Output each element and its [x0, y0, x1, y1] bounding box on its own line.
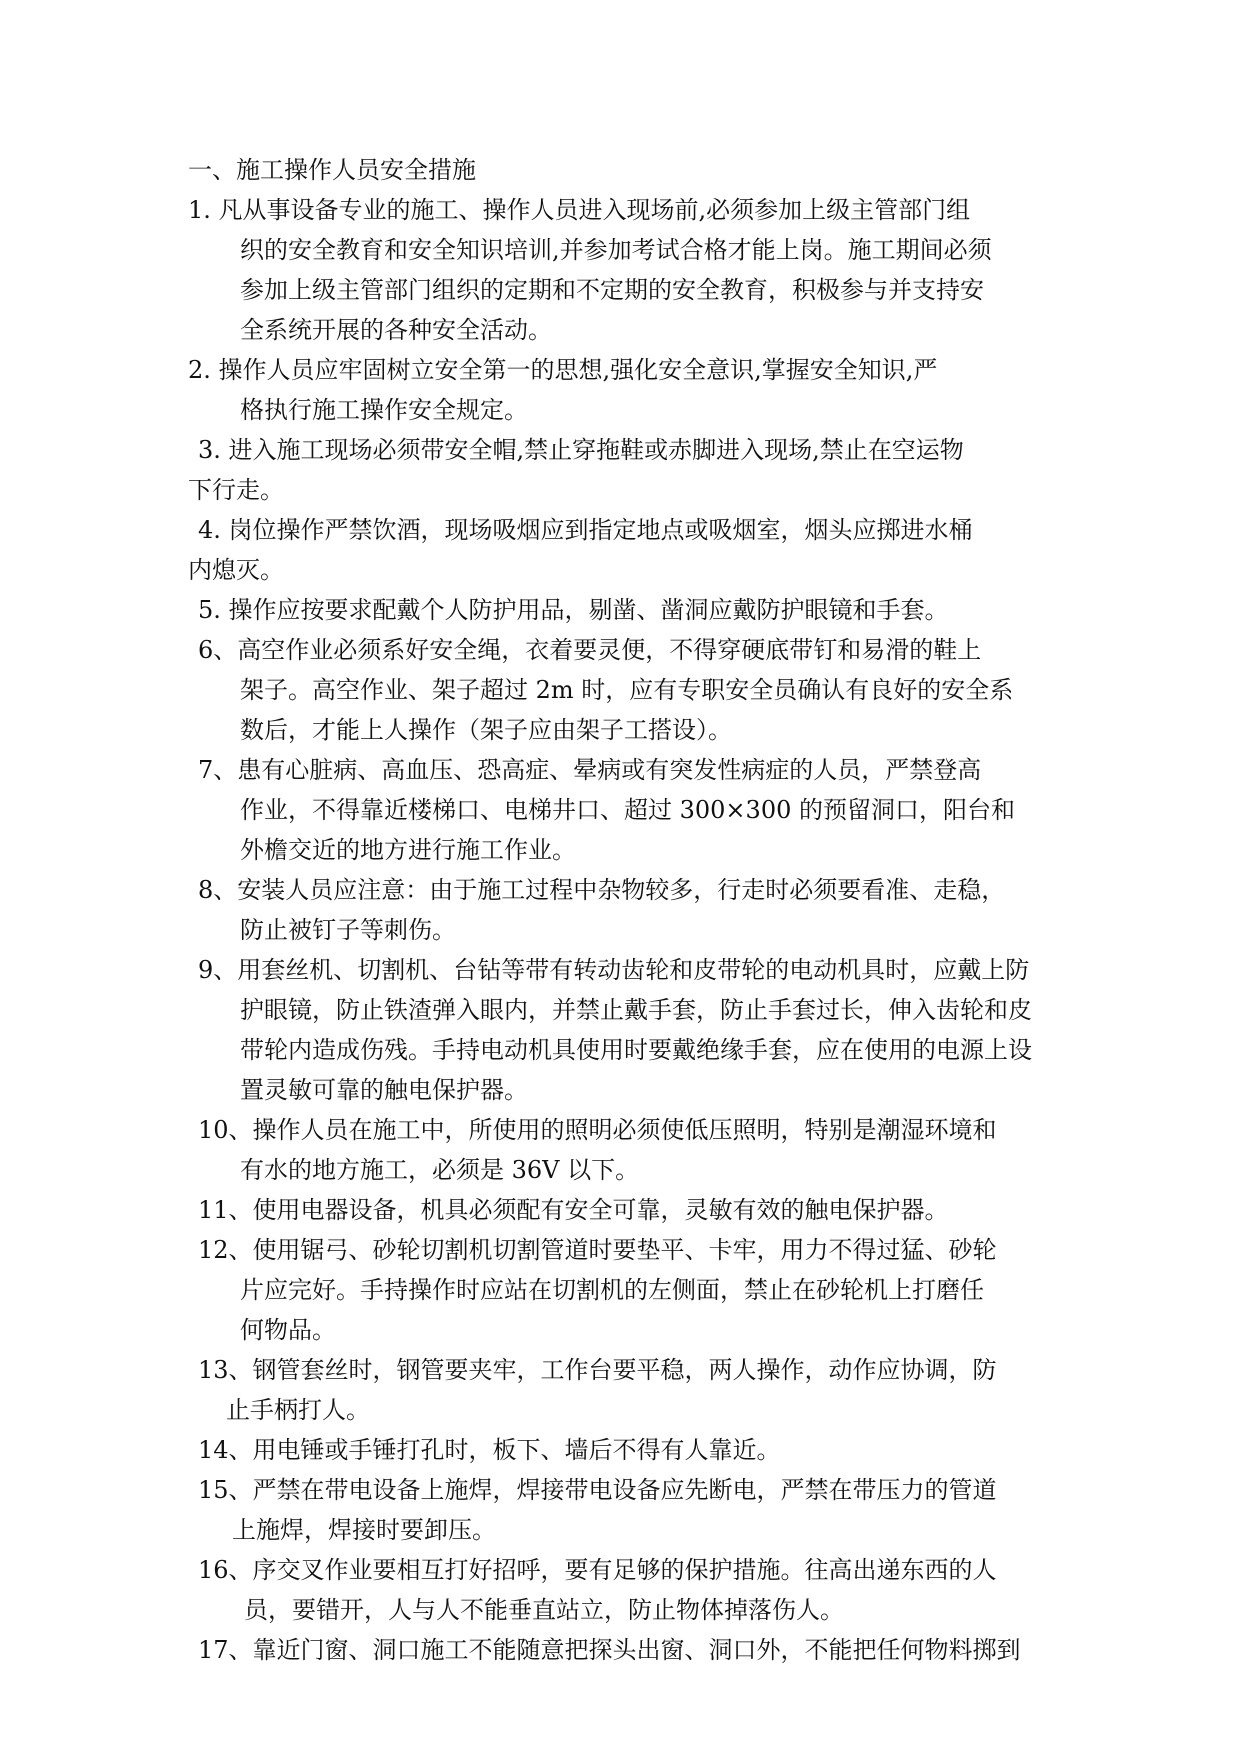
list-item-line: 5. 操作应按要求配戴个人防护用品，剔凿、凿洞应戴防护眼镜和手套。 [198, 596, 949, 624]
list-item-line: 防止被钉子等刺伤。 [240, 916, 456, 944]
list-item-line: 何物品。 [240, 1316, 336, 1344]
list-item-7 [188, 750, 1068, 870]
list-item-line: 止手柄打人。 [226, 1396, 370, 1424]
list-item-line: 11、使用电器设备，机具必须配有安全可靠，灵敏有效的触电保护器。 [198, 1196, 949, 1224]
list-item-5 [188, 590, 1068, 630]
list-item-line: 置灵敏可靠的触电保护器。 [240, 1076, 528, 1104]
list-item-4 [188, 510, 1068, 590]
list-item-line: 15、严禁在带电设备上施焊，焊接带电设备应先断电，严禁在带压力的管道 [198, 1476, 997, 1504]
safety-measures-list [188, 190, 1068, 1670]
list-item-line: 全系统开展的各种安全活动。 [240, 316, 552, 344]
list-item-16 [188, 1550, 1068, 1630]
list-item-line: 12、使用锯弓、砂轮切割机切割管道时要垫平、卡牢，用力不得过猛、砂轮 [198, 1236, 997, 1264]
list-item-line: 13、钢管套丝时，钢管要夹牢，工作台要平稳，两人操作，动作应协调，防 [198, 1356, 997, 1384]
list-item-1 [188, 190, 1068, 350]
list-item-line: 数后，才能上人操作（架子应由架子工搭设）。 [240, 716, 732, 744]
list-item-line: 下行走。 [188, 476, 284, 504]
list-item-10 [188, 1110, 1068, 1190]
list-item-line: 2. 操作人员应牢固树立安全第一的思想,强化安全意识,掌握安全知识,严 [188, 356, 938, 384]
list-item-line: 织的安全教育和安全知识培训,并参加考试合格才能上岗。施工期间必须 [240, 236, 992, 264]
list-item-3 [188, 430, 1068, 510]
list-item-line: 带轮内造成伤残。手持电动机具使用时要戴绝缘手套，应在使用的电源上设 [240, 1036, 1032, 1064]
list-item-line: 架子。高空作业、架子超过 2m 时，应有专职安全员确认有良好的安全系 [240, 676, 1014, 704]
list-item-8 [188, 870, 1068, 950]
list-item-line: 片应完好。手持操作时应站在切割机的左侧面，禁止在砂轮机上打磨任 [240, 1276, 984, 1304]
list-item-line: 外檐交近的地方进行施工作业。 [240, 836, 576, 864]
list-item-line: 内熄灭。 [188, 556, 284, 584]
list-item-line: 作业，不得靠近楼梯口、电梯井口、超过 300×300 的预留洞口，阳台和 [240, 796, 1015, 824]
list-item-15 [188, 1470, 1068, 1550]
list-item-line: 8、安装人员应注意：由于施工过程中杂物较多，行走时必须要看准、走稳， [198, 876, 1006, 904]
section-heading: 一、施工操作人员安全措施 [188, 156, 476, 184]
list-item-line: 格执行施工操作安全规定。 [240, 396, 528, 424]
list-item-line: 3. 进入施工现场必须带安全帽,禁止穿拖鞋或赤脚进入现场,禁止在空运物 [198, 436, 964, 464]
list-item-13 [188, 1350, 1068, 1430]
list-item-line: 17、靠近门窗、洞口施工不能随意把探头出窗、洞口外，不能把任何物料掷到 [198, 1636, 1021, 1664]
list-item-line: 护眼镜，防止铁渣弹入眼内，并禁止戴手套，防止手套过长，伸入齿轮和皮 [240, 996, 1032, 1024]
list-item-line: 参加上级主管部门组织的定期和不定期的安全教育，积极参与并支持安 [240, 276, 984, 304]
list-item-line: 9、用套丝机、切割机、台钻等带有转动齿轮和皮带轮的电动机具时，应戴上防 [198, 956, 1030, 984]
list-item-line: 员，要错开，人与人不能垂直站立，防止物体掉落伤人。 [244, 1596, 844, 1624]
list-item-11 [188, 1190, 1068, 1230]
list-item-12 [188, 1230, 1068, 1350]
list-item-line: 14、用电锤或手锤打孔时，板下、墙后不得有人靠近。 [198, 1436, 781, 1464]
list-item-line: 上施焊，焊接时要卸压。 [232, 1516, 496, 1544]
list-item-line: 7、患有心脏病、高血压、恐高症、晕病或有突发性病症的人员，严禁登高 [198, 756, 982, 784]
list-item-line: 4. 岗位操作严禁饮酒，现场吸烟应到指定地点或吸烟室，烟头应掷进水桶 [198, 516, 973, 544]
list-item-17 [188, 1630, 1068, 1670]
list-item-2 [188, 350, 1068, 430]
list-item-9 [188, 950, 1068, 1110]
list-item-line: 16、序交叉作业要相互打好招呼，要有足够的保护措施。往高出递东西的人 [198, 1556, 997, 1584]
list-item-6 [188, 630, 1068, 750]
list-item-14 [188, 1430, 1068, 1470]
list-item-line: 有水的地方施工，必须是 36V 以下。 [240, 1156, 640, 1184]
list-item-line: 1. 凡从事设备专业的施工、操作人员进入现场前,必须参加上级主管部门组 [188, 196, 971, 224]
list-item-line: 6、高空作业必须系好安全绳，衣着要灵便，不得穿硬底带钉和易滑的鞋上 [198, 636, 982, 664]
list-item-line: 10、操作人员在施工中，所使用的照明必须使低压照明，特别是潮湿环境和 [198, 1116, 997, 1144]
